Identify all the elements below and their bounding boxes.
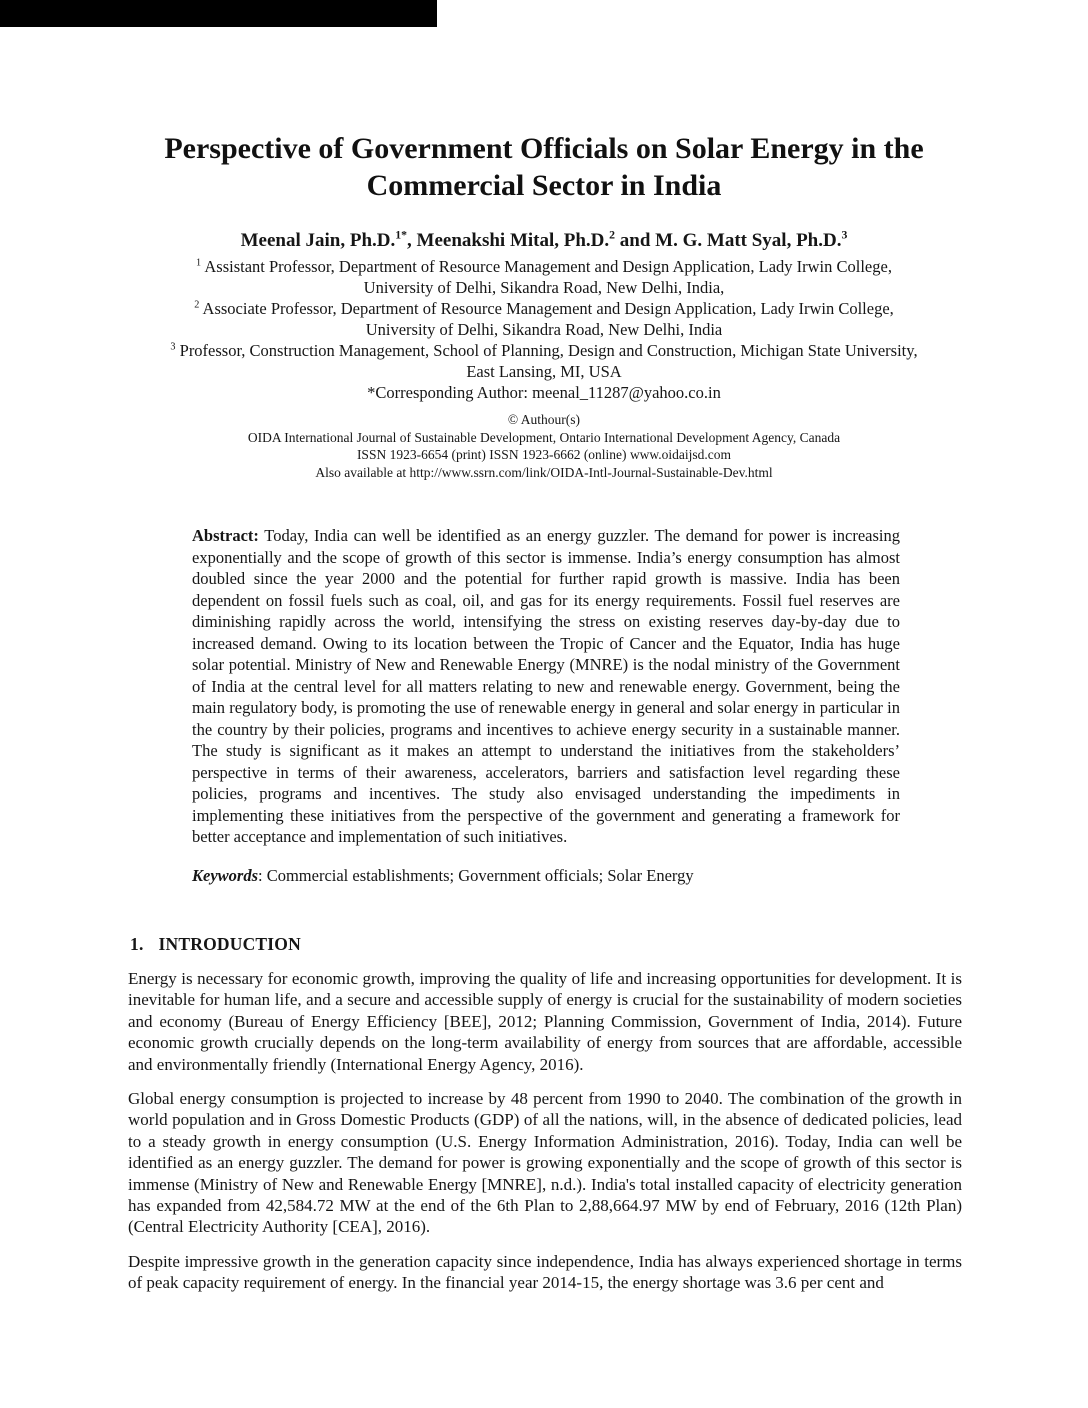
- keywords-label: Keywords: [192, 865, 258, 885]
- affiliation-text: East Lansing, MI, USA: [466, 362, 622, 381]
- introduction-paragraph-3: Despite impressive growth in the generation capacity since independence, India has always experienced shortage in terms of peak capacity requirement of energy. In the financial year 2014-15, the energy shortage was 3.6 per cent and: [128, 1251, 962, 1293]
- affiliation-text: University of Delhi, Sikandra Road, New Delhi, India: [365, 320, 723, 339]
- affiliation-line: [0, 277, 1088, 298]
- copyright-line: © Authour(s): [507, 412, 581, 427]
- author-affiliation-mark: 2: [609, 228, 616, 242]
- affiliation-line: [0, 256, 1088, 277]
- issn-text: ISSN 1923-6654 (print) ISSN 1923-6662 (online): [356, 447, 630, 462]
- paper-title: [0, 0, 1088, 204]
- publication-info-block: [0, 411, 1088, 481]
- introduction-paragraph-1: Energy is necessary for economic growth, improving the quality of life and increasing opportunities for development. It is inevitable for human life, and a secure and accessible supply of energy is crucial for the sustainability of modern societies and economy (Bureau of Energy Efficiency [BEE], 2012; Planning Commission, Government of India, 2014). Future economic growth crucially depends on the long-term availability of energy from sources that are affordable, accessible and environmentally friendly (International Energy Agency, 2016).: [128, 969, 962, 1074]
- affiliation-line: [0, 319, 1088, 340]
- affiliation-text: University of Delhi, Sikandra Road, New Delhi, India,: [363, 278, 725, 297]
- affiliation-number: 1: [196, 257, 202, 269]
- affiliation-number: 3: [170, 341, 176, 353]
- affiliations-block: [0, 256, 1088, 403]
- author-name: , Meenakshi Mital, Ph.D.: [407, 230, 610, 251]
- affiliation-text: Associate Professor, Department of Resource Management and Design Application, Lady Irwin College,: [199, 299, 894, 318]
- corresponding-author-line: [0, 382, 1088, 403]
- author-name: Meenal Jain, Ph.D.: [240, 230, 396, 251]
- availability-text: Also available at: [315, 464, 410, 480]
- ssrn-link[interactable]: http://www.ssrn.com/link/OIDA-Intl-Journal-Sustainable-Dev.html: [409, 464, 773, 480]
- author-affiliation-mark: 1*: [395, 228, 408, 242]
- issn-line: [0, 446, 1088, 464]
- abstract-paragraph: [192, 525, 900, 848]
- affiliation-text: Assistant Professor, Department of Resource Management and Design Application, Lady Irwin College,: [201, 257, 892, 276]
- authors-line: [0, 229, 1088, 253]
- journal-website-link[interactable]: www.oidaijsd.com: [629, 447, 732, 462]
- corresponding-author-label: *Corresponding Author:: [367, 383, 533, 402]
- keywords-text: : Commercial establishments; Government officials; Solar Energy: [258, 865, 694, 885]
- abstract-text: Today, India can well be identified as an energy guzzler. The demand for power is increasing exponentially and the scope of growth of this sector is immense. India’s energy consumption has almost doubled since the year 2000 and the potential for further rapid growth is massive. India has been dependent on fossil fuels such as coal, oil, and gas for its energy requirements. Fossil fuel reserves are diminishing rapidly across the world, intensifying the stress on existing reserves day-by-day due to increased demand. Owing to its location between the Tropic of Cancer and the Equator, India has huge solar potential. Ministry of New and Renewable Energy (MNRE) is the nodal ministry of the Government of India at the central level for all matters relating to new and renewable energy. Government, being the main regulatory body, is promoting the use of renewable energy in general and solar energy in particular in the country by their policies, programs and incentives to achieve energy security in a sustainable manner. The study is significant as it makes an attempt to understand the initiatives from the stakeholders’ perspective in terms of their awareness, accelerators, barriers and satisfaction level regarding these policies, programs and incentives. The study also envisaged understanding the impediments in implementing these initiatives from the perspective of the government and generating a framework for better acceptance and implementation of such initiatives.: [192, 526, 900, 846]
- section-title: INTRODUCTION: [158, 934, 301, 954]
- scan-artifact-bar: [0, 0, 437, 27]
- paper-title-line2: Commercial Sector in India: [366, 169, 722, 202]
- affiliation-line: [0, 361, 1088, 382]
- abstract-label: Abstract:: [192, 526, 259, 545]
- introduction-paragraph-2: Global energy consumption is projected to increase by 48 percent from 1990 to 2040. The combination of the growth in world population and in Gross Domestic Products (GDP) of all the nations, will, in the absence of dedicated policies, lead to a steady growth in energy consumption (U.S. Energy Information Administration, 2016). Today, India can well be identified as an energy guzzler. The demand for power is growing exponentially and the scope of growth of this sector is immense (Ministry of New and Renewable Energy [MNRE], n.d.). India's total installed capacity of electricity generation has expanded from 42,584.72 MW at the end of the 6th Plan to 2,88,664.97 MW by end of February, 2016 (12th Plan) (Central Electricity Authority [CEA], 2016).: [128, 1089, 962, 1237]
- section-number: 1.: [130, 934, 144, 954]
- author-affiliation-mark: 3: [841, 228, 848, 242]
- paper-title-line1: Perspective of Government Officials on Solar Energy in the: [164, 132, 924, 165]
- section-heading-introduction: [130, 934, 962, 955]
- affiliation-text: Professor, Construction Management, School of Planning, Design and Construction, Michigan State University,: [175, 341, 918, 360]
- affiliation-line: [0, 340, 1088, 361]
- author-name: and M. G. Matt Syal, Ph.D.: [615, 230, 842, 251]
- affiliation-number: 2: [194, 299, 200, 311]
- keywords-line: [192, 865, 900, 887]
- corresponding-author-email[interactable]: meenal_11287@yahoo.co.in: [532, 383, 721, 402]
- availability-line: [0, 464, 1088, 482]
- journal-line: OIDA International Journal of Sustainable Development, Ontario International Development Agency, Canada: [247, 429, 841, 445]
- affiliation-line: [0, 298, 1088, 319]
